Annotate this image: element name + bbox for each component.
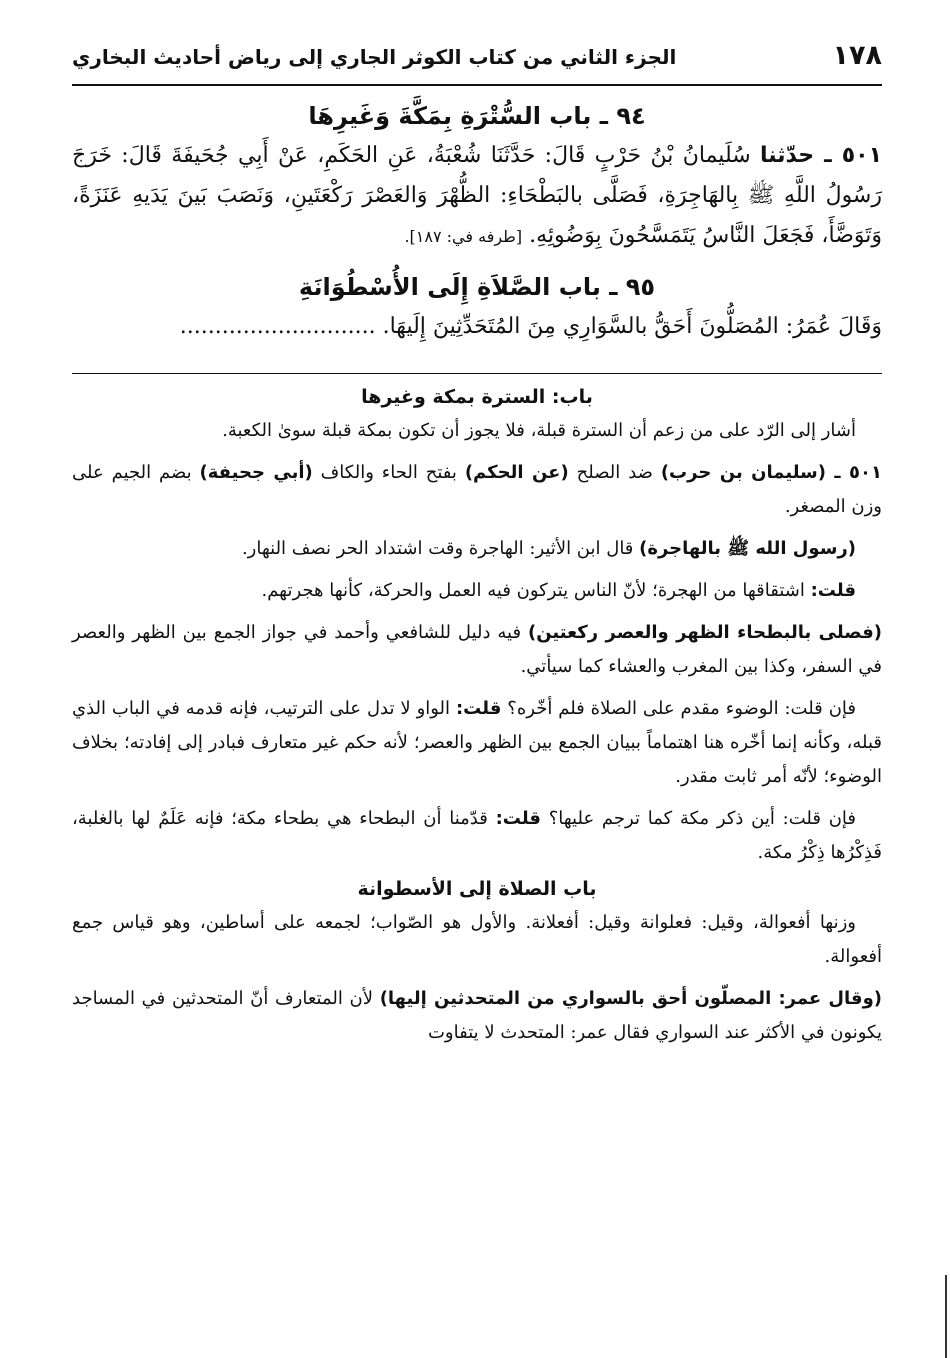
p9-bold: (وقال عمر: المصلّون أحق بالسواري من المتحدثين إليها) bbox=[379, 988, 882, 1009]
commentary-title-2: باب الصلاة إلى الأسطوانة bbox=[357, 878, 597, 900]
continuation-dots: ............................ bbox=[179, 314, 376, 339]
umar-statement: وَقَالَ عُمَرُ: المُصَلُّونَ أَحَقُّ بالسَّوَارِي مِنَ المُتَحَدِّثِينَ إِلَيهَا. bbox=[375, 314, 882, 339]
chapter-94-title: ٩٤ ـ باب السُّتْرَةِ بِمَكَّةَ وَغَيرِهَا bbox=[308, 102, 646, 130]
p2-bold-2: (عن الحكم) bbox=[464, 462, 569, 483]
commentary-para-8: وزنها أفعوالة، وقيل: فعلوانة وقيل: أفعلانة. والأول هو الصّواب؛ لجمعه على أساطين، وهو قياس جمع أفعوالة. bbox=[72, 912, 882, 967]
hadith-501 bbox=[72, 136, 882, 257]
scan-edge-line bbox=[945, 1275, 947, 1358]
hadith-501-lead: ٥٠١ ـ حدّثنا bbox=[760, 143, 883, 168]
p6-text-1: فإن قلت: الوضوء مقدم على الصلاة فلم أخّره؟ bbox=[501, 698, 857, 719]
commentary-para-2 bbox=[72, 456, 882, 524]
p9-text: لأن المتعارف أنّ المتحدثين في المساجد يكونون في الأكثر عند السواري فقال عمر: المتحدث لا يتفاوت bbox=[72, 988, 882, 1043]
commentary-para-6 bbox=[72, 692, 882, 794]
commentary-para-3 bbox=[72, 532, 882, 566]
running-title: الجزء الثاني من كتاب الكوثر الجاري إلى رياض أحاديث البخاري bbox=[72, 45, 677, 69]
commentary-para-9 bbox=[72, 982, 882, 1050]
book-page bbox=[72, 40, 882, 1058]
commentary-para-4 bbox=[72, 574, 882, 608]
page-number: ١٧٨ bbox=[832, 40, 882, 71]
page-header bbox=[72, 40, 882, 86]
p2-bold-1: ٥٠١ ـ (سليمان بن حرب) bbox=[660, 462, 882, 483]
p7-text-1: فإن قلت: أين ذكر مكة كما ترجم عليها؟ bbox=[540, 808, 857, 829]
p5-bold: (فصلى بالبطحاء الظهر والعصر ركعتين) bbox=[527, 622, 882, 643]
p4-text: اشتقاقها من الهجرة؛ لأنّ الناس يتركون فيه العمل والحركة، كأنها هجرتهم. bbox=[261, 580, 811, 601]
chapter-95-title: ٩٥ ـ باب الصَّلاَةِ إِلَى الأُسْطُوَانَةِ bbox=[298, 273, 656, 301]
p7-text-2: قدّمنا أن البطحاء هي بطحاء مكة؛ فإنه عَلَمٌ لها بالغلبة، فَذِكْرُها ذِكْرُ مكة. bbox=[72, 808, 882, 863]
commentary-divider bbox=[72, 373, 882, 374]
p2-bold-3: (أبي جحيفة) bbox=[199, 462, 313, 483]
p5-text: فيه دليل للشافعي وأحمد في جواز الجمع بين الظهر والعصر في السفر، وكذا بين المغرب والعشاء كما سيأتي. bbox=[72, 622, 882, 677]
commentary-para-5 bbox=[72, 616, 882, 684]
p3-text: قال ابن الأثير: الهاجرة وقت اشتداد الحر نصف النهار. bbox=[241, 538, 640, 559]
p2-text-3: بضم الجيم على وزن المصغر. bbox=[72, 462, 882, 517]
p6-bold: قلت: bbox=[455, 698, 502, 719]
commentary-title-1: باب: السترة بمكة وغيرها bbox=[361, 386, 593, 408]
p4-bold: قلت: bbox=[810, 580, 856, 601]
commentary-para-1: أشار إلى الرّد على من زعم أن السترة قبلة، فلا يجوز أن تكون بمكة قبلة سوىٰ الكعبة. bbox=[222, 420, 856, 441]
hadith-501-ref: [طرفه في: ١٨٧]. bbox=[404, 227, 523, 246]
hadith-501-text: سُلَيمانُ بْنُ حَرْبٍ قَالَ: حَدَّثَنَا شُعْبَةُ، عَنِ الحَكَمِ، عَنْ أَبِي جُحَيفَةَ قَالَ: خَرَجَ رَسُولُ اللَّهِ ﷺ بِالهَاجِرَةِ، فَصَلَّى بالبَطْحَاءِ: الظُّهْرَ وَالعَصْرَ رَكْعَتَينِ، وَنَصَبَ بَينَ يَدَيهِ عَنَزَةً، وَتَوَضَّأَ، فَجَعَلَ النَّاسُ يَتَمَسَّحُونَ بِوَضُوئِهِ. bbox=[72, 143, 882, 248]
p7-bold: قلت: bbox=[495, 808, 541, 829]
p3-bold: (رسول الله ﷺ بالهاجرة) bbox=[639, 538, 856, 559]
chapter-95-text bbox=[72, 307, 882, 347]
p2-text-1: ضد الصلح bbox=[568, 462, 661, 483]
p2-text-2: بفتح الحاء والكاف bbox=[312, 462, 465, 483]
commentary-para-7 bbox=[72, 802, 882, 870]
p6-text-2: الواو لا تدل على الترتيب، فإنه قدمه في الباب الذي قبله، وكأنه إنما أخّره هنا اهتماماً ببيان الجمع بين الظهر والعصر؛ لأنه حكم غير متعارف فبادر إلى إفادته؛ بخلاف الوضوء؛ لأنّه أمر ثابت مقدر. bbox=[72, 698, 882, 787]
